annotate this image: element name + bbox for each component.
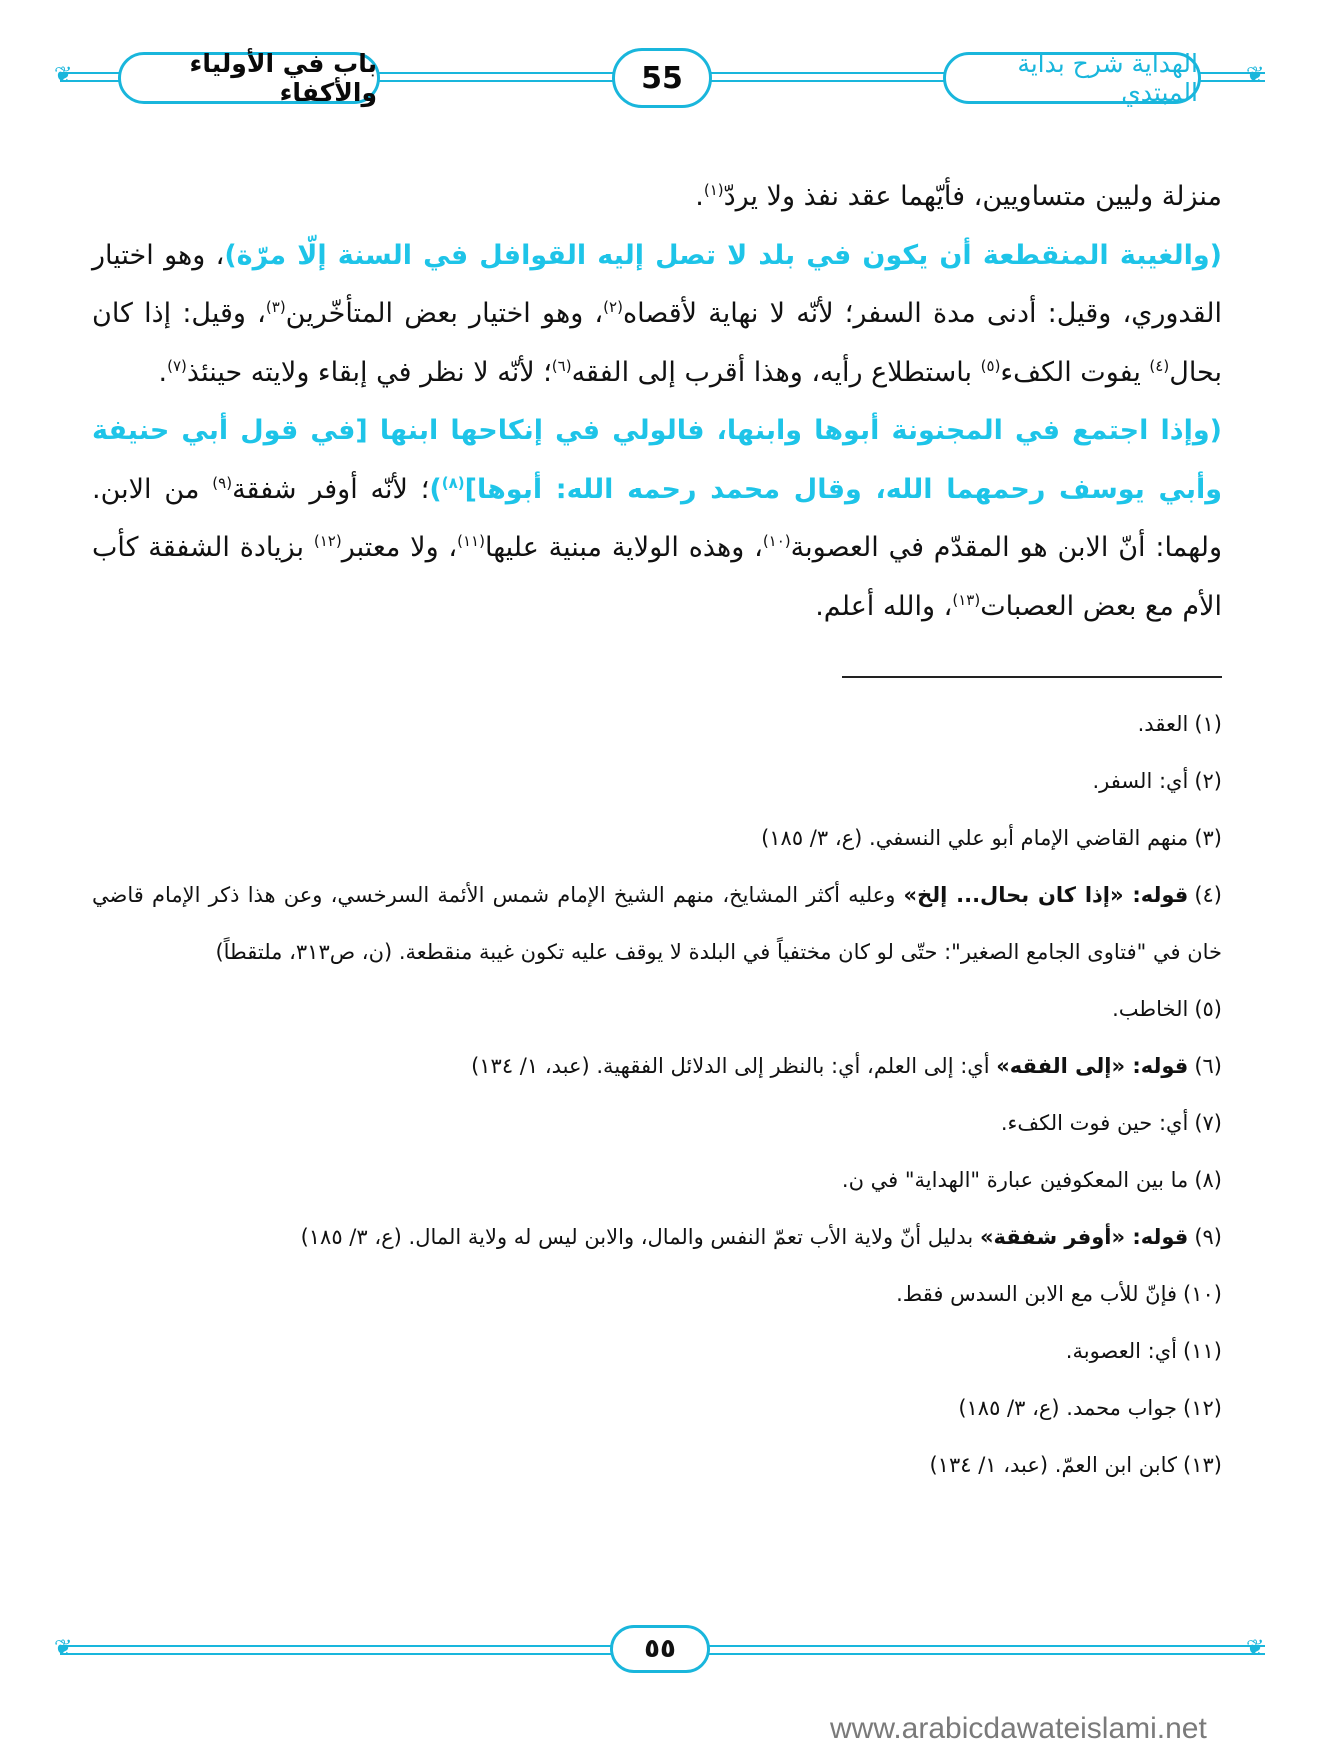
- footnote-item: (٥)الخاطب.: [1112, 997, 1222, 1021]
- footnote-item: (٢)أي: السفر.: [1092, 769, 1222, 793]
- matn-quote: (وإذا اجتمع في المجنونة أبوها وابنها، فالولي في إنكاحها ابنها [في قول أبي حنيفة وأبي يوسف رحمهما الله، وقال محمد رحمه الله: أبوها]$^{(٨)}$): [92, 415, 1222, 505]
- footer-ornament-left-icon: ❦: [54, 1636, 73, 1661]
- footnote-item: (١٣)كابن ابن العمّ. (عبد، ١/ ١٣٤): [929, 1453, 1222, 1477]
- footnote-item: (٩)قوله: «أوفر شفقة» بدليل أنّ ولاية الأب تعمّ النفس والمال، والابن ليس له ولاية المال. (ع، ٣/ ١٨٥): [300, 1225, 1222, 1249]
- footnote-item: (١٠)فإنّ للأب مع الابن السدس فقط.: [896, 1282, 1222, 1306]
- ornament-left-icon: ❦: [54, 63, 73, 88]
- footer-ornament-right-icon: ❦: [1246, 1636, 1265, 1661]
- paragraph-1: منزلة وليين متساويين، فأيّهما عقد نفذ ولا يردّ$^{(١)}$.: [695, 181, 1222, 212]
- ornament-right-icon: ❦: [1246, 63, 1265, 88]
- footnote-item: (٤)قوله: «إذا كان بحال... إلخ» وعليه أكثر المشايخ، منهم الشيخ الإمام شمس الأئمة السرخسي، وعن هذا ذكر الإمام قاضي خان في "فتاوى الجامع الصغير": حتّى لو كان مختفياً في البلدة لا يوقف عليه تكون غيبة منقطعة. (ن، ص٣١٣، ملتقطاً): [92, 883, 1222, 964]
- website-url[interactable]: www.arabicdawateislami.net: [830, 1712, 1207, 1745]
- footnote-item: (١٢)جواب محمد. (ع، ٣/ ١٨٥): [958, 1396, 1222, 1420]
- footer-page-number: ٥٥: [610, 1625, 710, 1673]
- paragraph-3: (وإذا اجتمع في المجنونة أبوها وابنها، فالولي في إنكاحها ابنها [في قول أبي حنيفة وأبي يوسف رحمهما الله، وقال محمد رحمه الله: أبوها]$^{(٨)}$)؛ لأنّه أوفر شفقة$^{(٩)}$ من الابن. ولهما: أنّ الابن هو المقدّم في العصوبة$^{(١٠)}$، وهذه الولاية مبنية عليها$^{(١١)}$، ولا معتبر$^{(١٢)}$ بزيادة الشفقة كأب الأم مع بعض العصبات$^{(١٣)}$، والله أعلم.: [92, 415, 1222, 622]
- footnotes: [92, 696, 1222, 1494]
- page-header: [0, 0, 1325, 160]
- main-text: [92, 168, 1222, 636]
- footnote-item: (١)العقد.: [1137, 712, 1222, 736]
- page-number: 55: [612, 48, 712, 108]
- footnote-item: (٦)قوله: «إلى الفقه» أي: إلى العلم، أي: بالنظر إلى الدلائل الفقهية. (عبد، ١/ ١٣٤): [471, 1054, 1222, 1078]
- matn-quote: (والغيبة المنقطعة أن يكون في بلد لا تصل إليه القوافل في السنة إلّا مرّة): [224, 239, 1222, 271]
- footnote-separator: [842, 676, 1222, 678]
- paragraph-2: (والغيبة المنقطعة أن يكون في بلد لا تصل إليه القوافل في السنة إلّا مرّة)، وهو اختيار القدوري، وقيل: أدنى مدة السفر؛ لأنّه لا نهاية لأقصاه$^{(٢)}$، وهو اختيار بعض المتأخّرين$^{(٣)}$، وقيل: إذا كان بحال$^{(٤)}$ يفوت الكفء$^{(٥)}$ باستطلاع رأيه، وهذا أقرب إلى الفقه$^{(٦)}$؛ لأنّه لا نظر في إبقاء ولايته حينئذ$^{(٧)}$.: [92, 239, 1222, 388]
- footnote-item: (٣)منهم القاضي الإمام أبو علي النسفي. (ع، ٣/ ١٨٥): [761, 826, 1222, 850]
- footnote-item: (١١)أي: العصوبة.: [1065, 1339, 1222, 1363]
- chapter-title: باب في الأولياء والأكفاء: [118, 52, 380, 104]
- footnote-item: (٨)ما بين المعكوفين عبارة "الهداية" في ن.: [841, 1168, 1222, 1192]
- footnote-item: (٧)أي: حين فوت الكفء.: [1000, 1111, 1222, 1135]
- book-title: الهداية شرح بداية المبتدي: [943, 52, 1201, 104]
